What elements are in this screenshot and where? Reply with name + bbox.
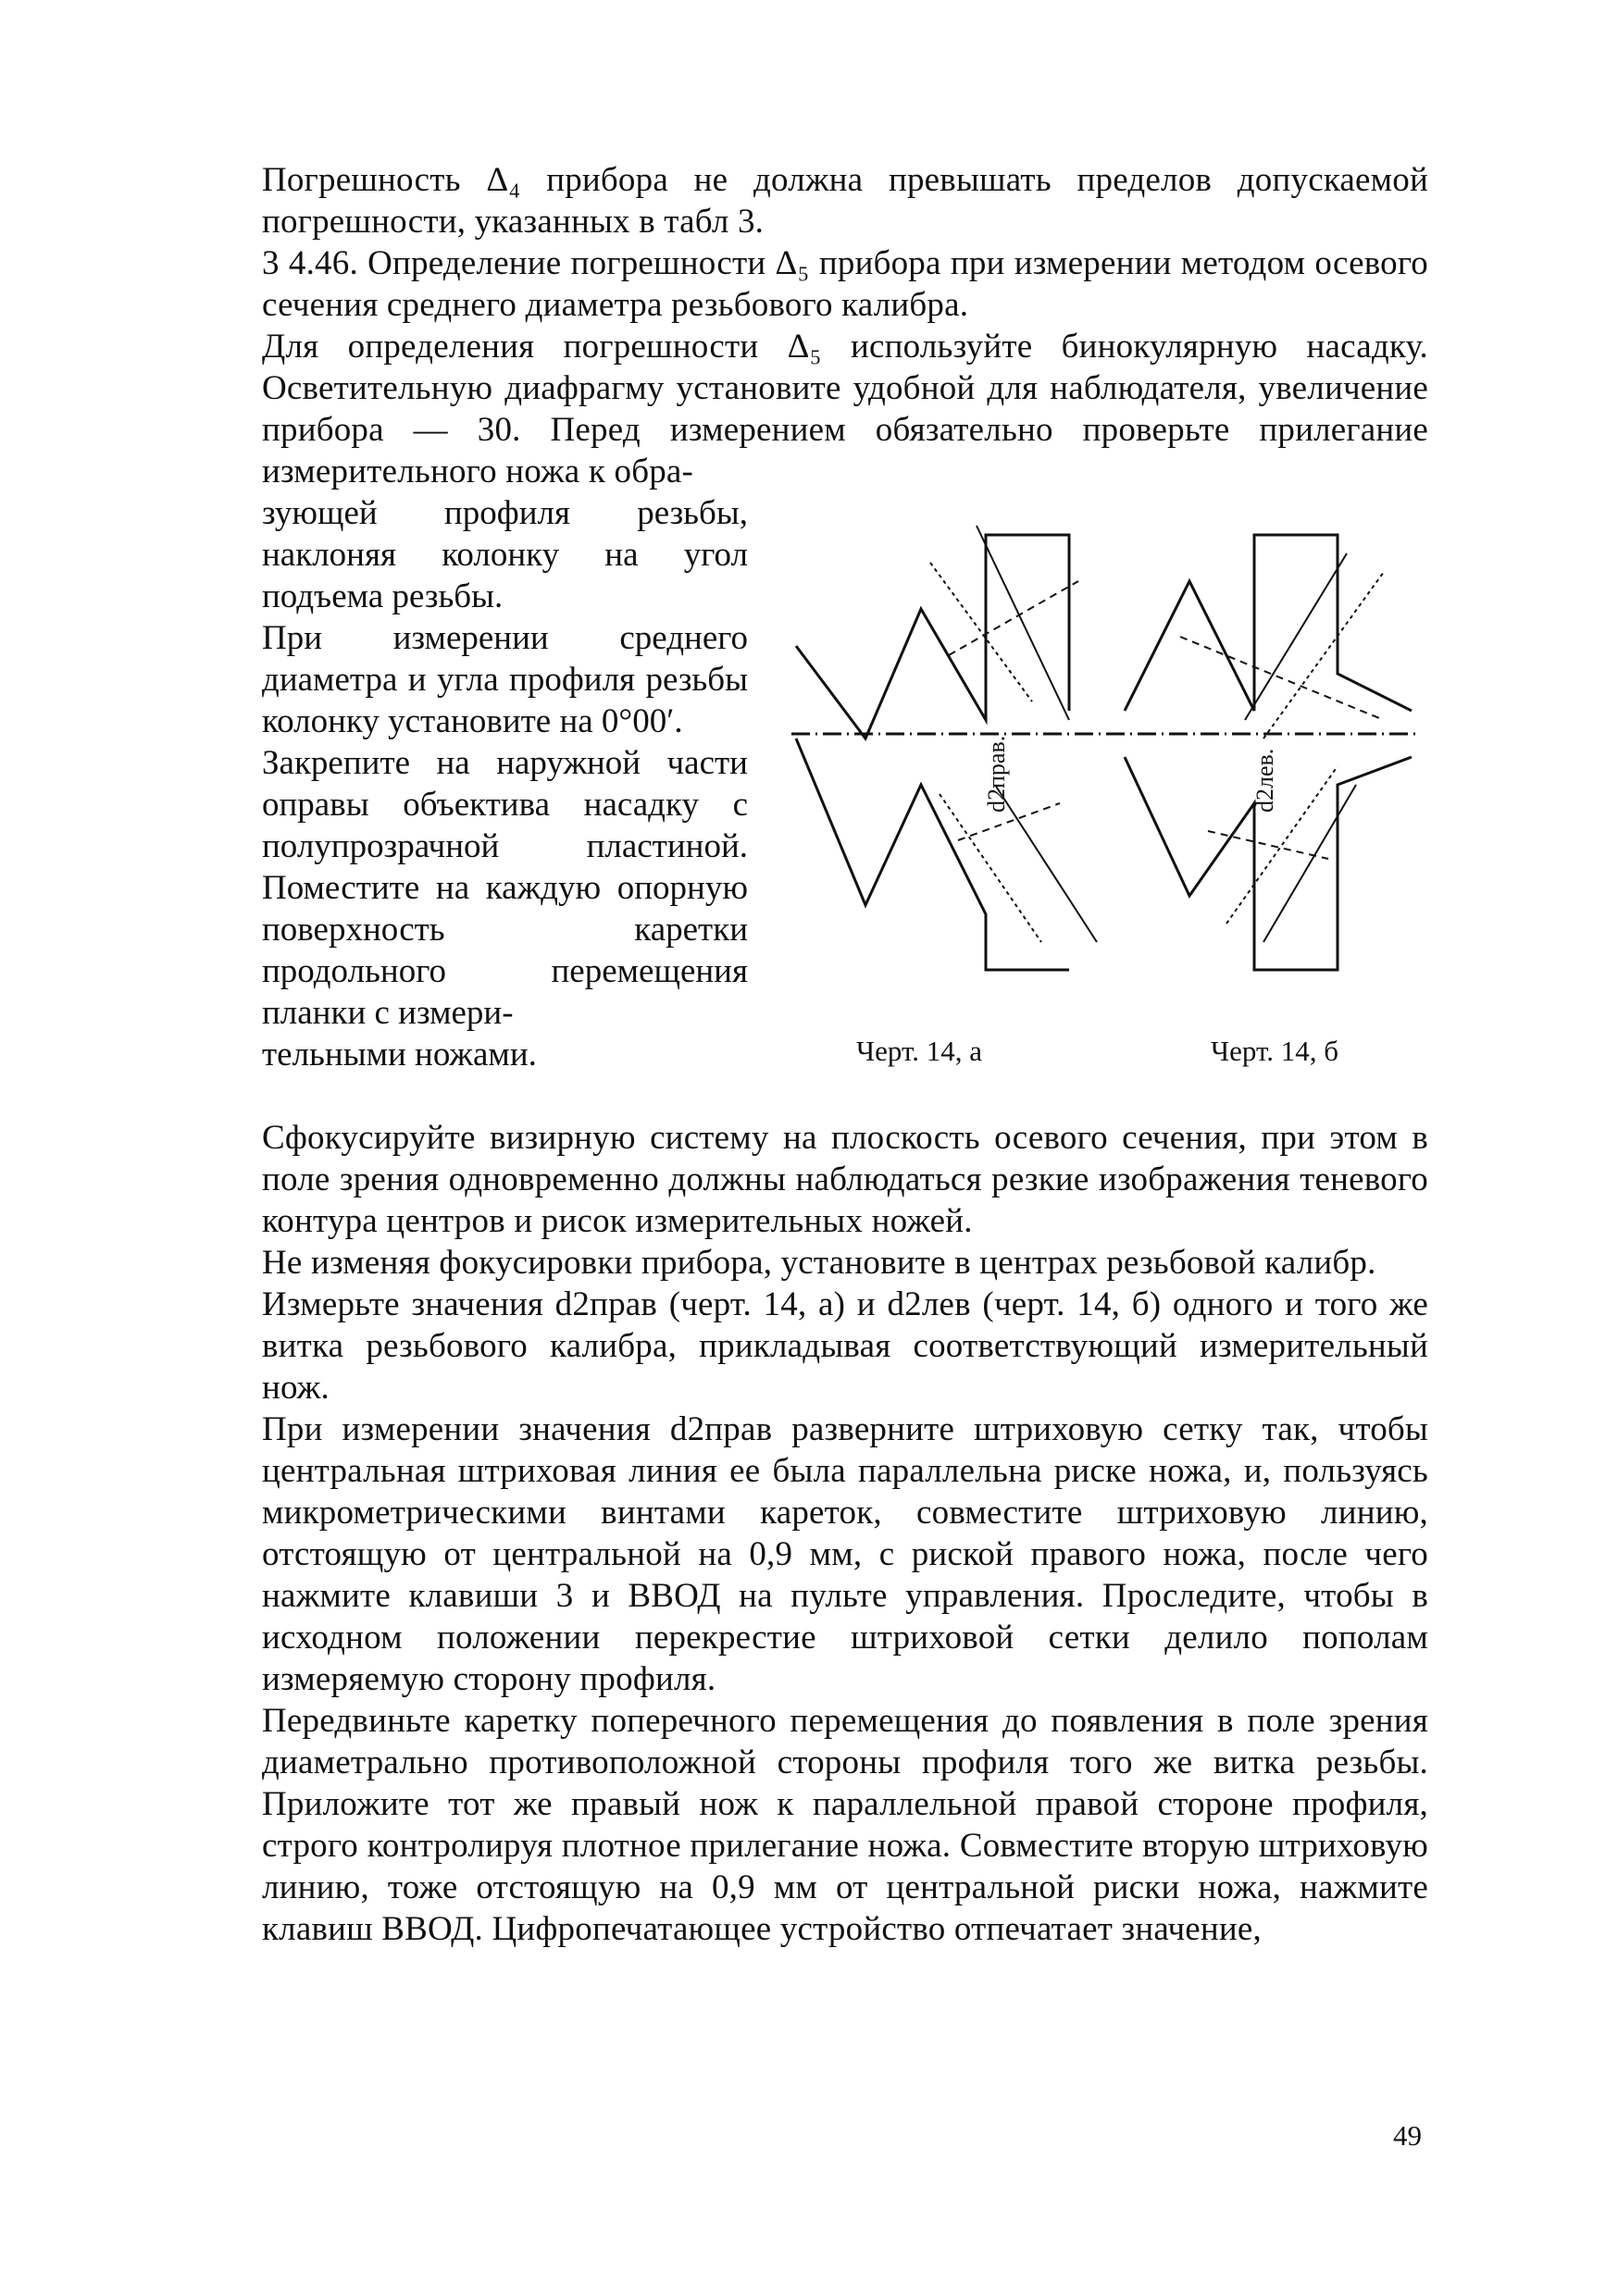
left-profile-bottom — [796, 735, 1069, 970]
paragraph-2: 3 4.46. Определение погрешности Δ₅ прибора при измерении методом осевого сечения среднего диаметра резьбового калибра. — [262, 244, 1428, 324]
left-diameter-label: d2прав. — [983, 735, 1010, 813]
figure-caption-b: Черт. 14, б — [1211, 1035, 1338, 1067]
page-number: 49 — [1393, 2119, 1422, 2152]
left-paragraph-3: Закрепите на наружной части оправы объектива насадку с полупрозрачной пластиной. Поместите на каждую опорную поверхность каретки продольного перемещения планки с измери- — [262, 744, 748, 1032]
paragraph-8: Передвиньте каретку поперечного перемещения до появления в поле зрения диаметрально противоположной стороны профиля того же витка резьбы. Приложите тот же правый нож к параллельной правой стороне профиля, строго контролируя плотное прилегание ножа. Совместите вторую штриховую линию, тоже отстоящую на 0,9 мм от центральной риски ножа, нажмите клавиш ВВОД. Цифропечатающее устройство отпечатает значение, — [262, 1702, 1428, 1948]
left-column-text — [262, 492, 748, 1075]
left-paragraph-2: При измерении среднего диаметра и угла профиля резьбы колонку установите на 0°00′. — [262, 619, 748, 740]
paragraph-3: Для определения погрешности Δ₅ используйте бинокулярную насадку. Осветительную диафрагму установите удобной для наблюдателя, увеличение прибора — 30. Перед измерением обязательно проверьте прилегание измерительного ножа к обра- — [262, 328, 1428, 490]
paragraph-5: Не изменяя фокусировки прибора, установите в центрах резьбовой калибр. — [262, 1244, 1376, 1282]
paragraph-4: Сфокусируйте визирную систему на плоскость осевого сечения, при этом в поле зрения одновременно должны наблюдаться резкие изображения теневого контура центров и рисок измерительных ножей. — [262, 1119, 1428, 1240]
paragraph-6: Измерьте значения d2прав (черт. 14, а) и d2лев (черт. 14, б) одного и того же витка резьбового калибра, прикладывая соответствующий измерительный нож. — [262, 1285, 1428, 1407]
right-diameter-label: d2лев. — [1251, 748, 1278, 813]
thread-profile-diagram — [782, 507, 1430, 1062]
paragraph-7: При измерении значения d2прав разверните штриховую сетку так, чтобы центральная штриховая линия ее была параллельна риске ножа, и, пользуясь микрометрическими винтами кареток, совместите штриховую линию, отстоящую от центральной на 0,9 мм, с риской правого ножа, после чего нажмите клавиши 3 и ВВОД на пульте управления. Проследите, чтобы в исходном положении перекрестие штриховой сетки делило пополам измеряемую сторону профиля. — [262, 1410, 1428, 1698]
figure-14 — [782, 507, 1430, 1062]
figure-caption-a: Черт. 14, а — [856, 1035, 982, 1067]
left-paragraph-1: зующей профиля резьбы, наклоняя колонку на угол подъема резьбы. — [262, 494, 748, 615]
top-text-block — [262, 159, 1428, 492]
left-paragraph-tail: тельными ножами. — [262, 1036, 537, 1074]
right-profile-top — [1125, 535, 1412, 711]
paragraph-1: Погрешность Δ₄ прибора не должна превышать пределов допускаемой погрешности, указанных в табл 3. — [262, 161, 1428, 241]
bottom-text-block — [262, 1117, 1428, 1950]
